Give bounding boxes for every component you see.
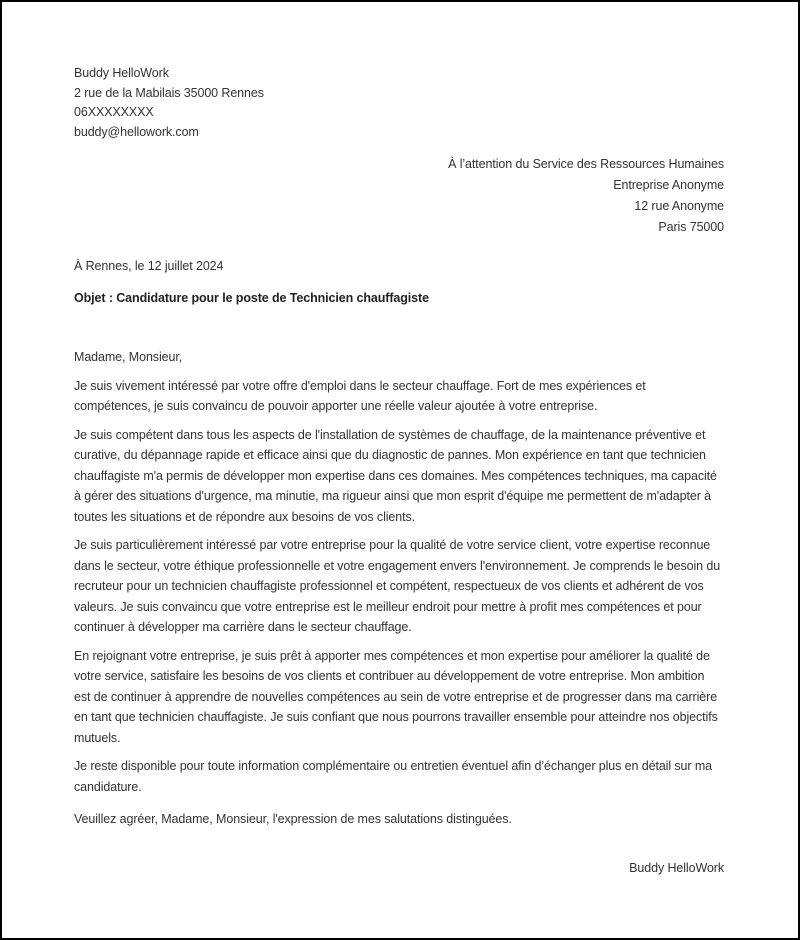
sender-block: [74, 64, 724, 142]
recipient-city: Paris 75000: [658, 220, 724, 234]
recipient-company: Entreprise Anonyme: [613, 178, 724, 192]
sender-phone: 06XXXXXXXX: [74, 105, 154, 119]
body-paragraph-availability: Je reste disponible pour toute information complémentaire ou entretien éventuel afin d’échanger plus en détail sur ma candidature.: [74, 759, 712, 794]
sender-email: buddy@hellowork.com: [74, 124, 199, 139]
sender-name: Buddy HelloWork: [74, 66, 169, 80]
body-paragraph-ambition: En rejoignant votre entreprise, je suis prêt à apporter mes compétences et mon expertise pour améliorer la qualité de votre service, satisfaire les besoins de vos clients et contribuer au développement de votre entreprise. Mon ambition est de continuer à apprendre de nouvelles compétences au sein de votre entreprise et de progresser dans ma carrière en tant que technicien chauffagiste. Je suis confiant que nous pourrons travailler ensemble pour atteindre nos objectifs mutuels.: [74, 648, 718, 745]
body-paragraph-company-interest: Je suis particulièrement intéressé par votre entreprise pour la qualité de votre service client, votre expertise reconnue dans le secteur, votre éthique professionnelle et votre engagement envers l'environnement. Je comprends le besoin du recruteur pour un technicien chauffagiste professionnel et compétent, respectueux de vos clients et adhérent de vos valeurs. Je suis convaincu que votre entreprise est le meilleur endroit pour mettre à profit mes compétences et pour continuer à développer ma carrière dans le secteur chauffage.: [74, 538, 721, 634]
salutation: Madame, Monsieur,: [74, 350, 183, 364]
body-paragraph-skills: Je suis compétent dans tous les aspects de l'installation de systèmes de chauffage, de la maintenance préventive et curative, du dépannage rapide et efficace ainsi que du diagnostic de pannes. Mon expérience en tant que technicien chauffagiste m'a permis de développer mon expertise dans ces domaines. Mes compétences techniques, ma capacité à gérer des situations d'urgence, ma minutie, ma rigueur ainsi que mon esprit d'équipe me permettent de m'adapter à toutes les situations et de répondre aux besoins de vos clients.: [74, 427, 717, 524]
body-paragraph-closing-formula: Veuillez agréer, Madame, Monsieur, l'expression de mes salutations distinguées.: [74, 812, 512, 826]
subject-line: Objet : Candidature pour le poste de Technicien chauffagiste: [74, 290, 429, 305]
sender-address: 2 rue de la Mabilais 35000 Rennes: [74, 85, 264, 100]
recipient-block: [74, 154, 724, 238]
date-line: À Rennes, le 12 juillet 2024: [74, 259, 224, 273]
recipient-attention-line: À l’attention du Service des Ressources Humaines: [448, 157, 724, 171]
signature: Buddy HelloWork: [629, 860, 724, 875]
recipient-address: 12 rue Anonyme: [634, 199, 724, 213]
body-paragraph-intro: Je suis vivement intéressé par votre offre d'emploi dans le secteur chauffage. Fort de mes expériences et compétences, je suis convaincu de pouvoir apporter une réelle valeur ajoutée à votre entreprise.: [74, 378, 646, 413]
